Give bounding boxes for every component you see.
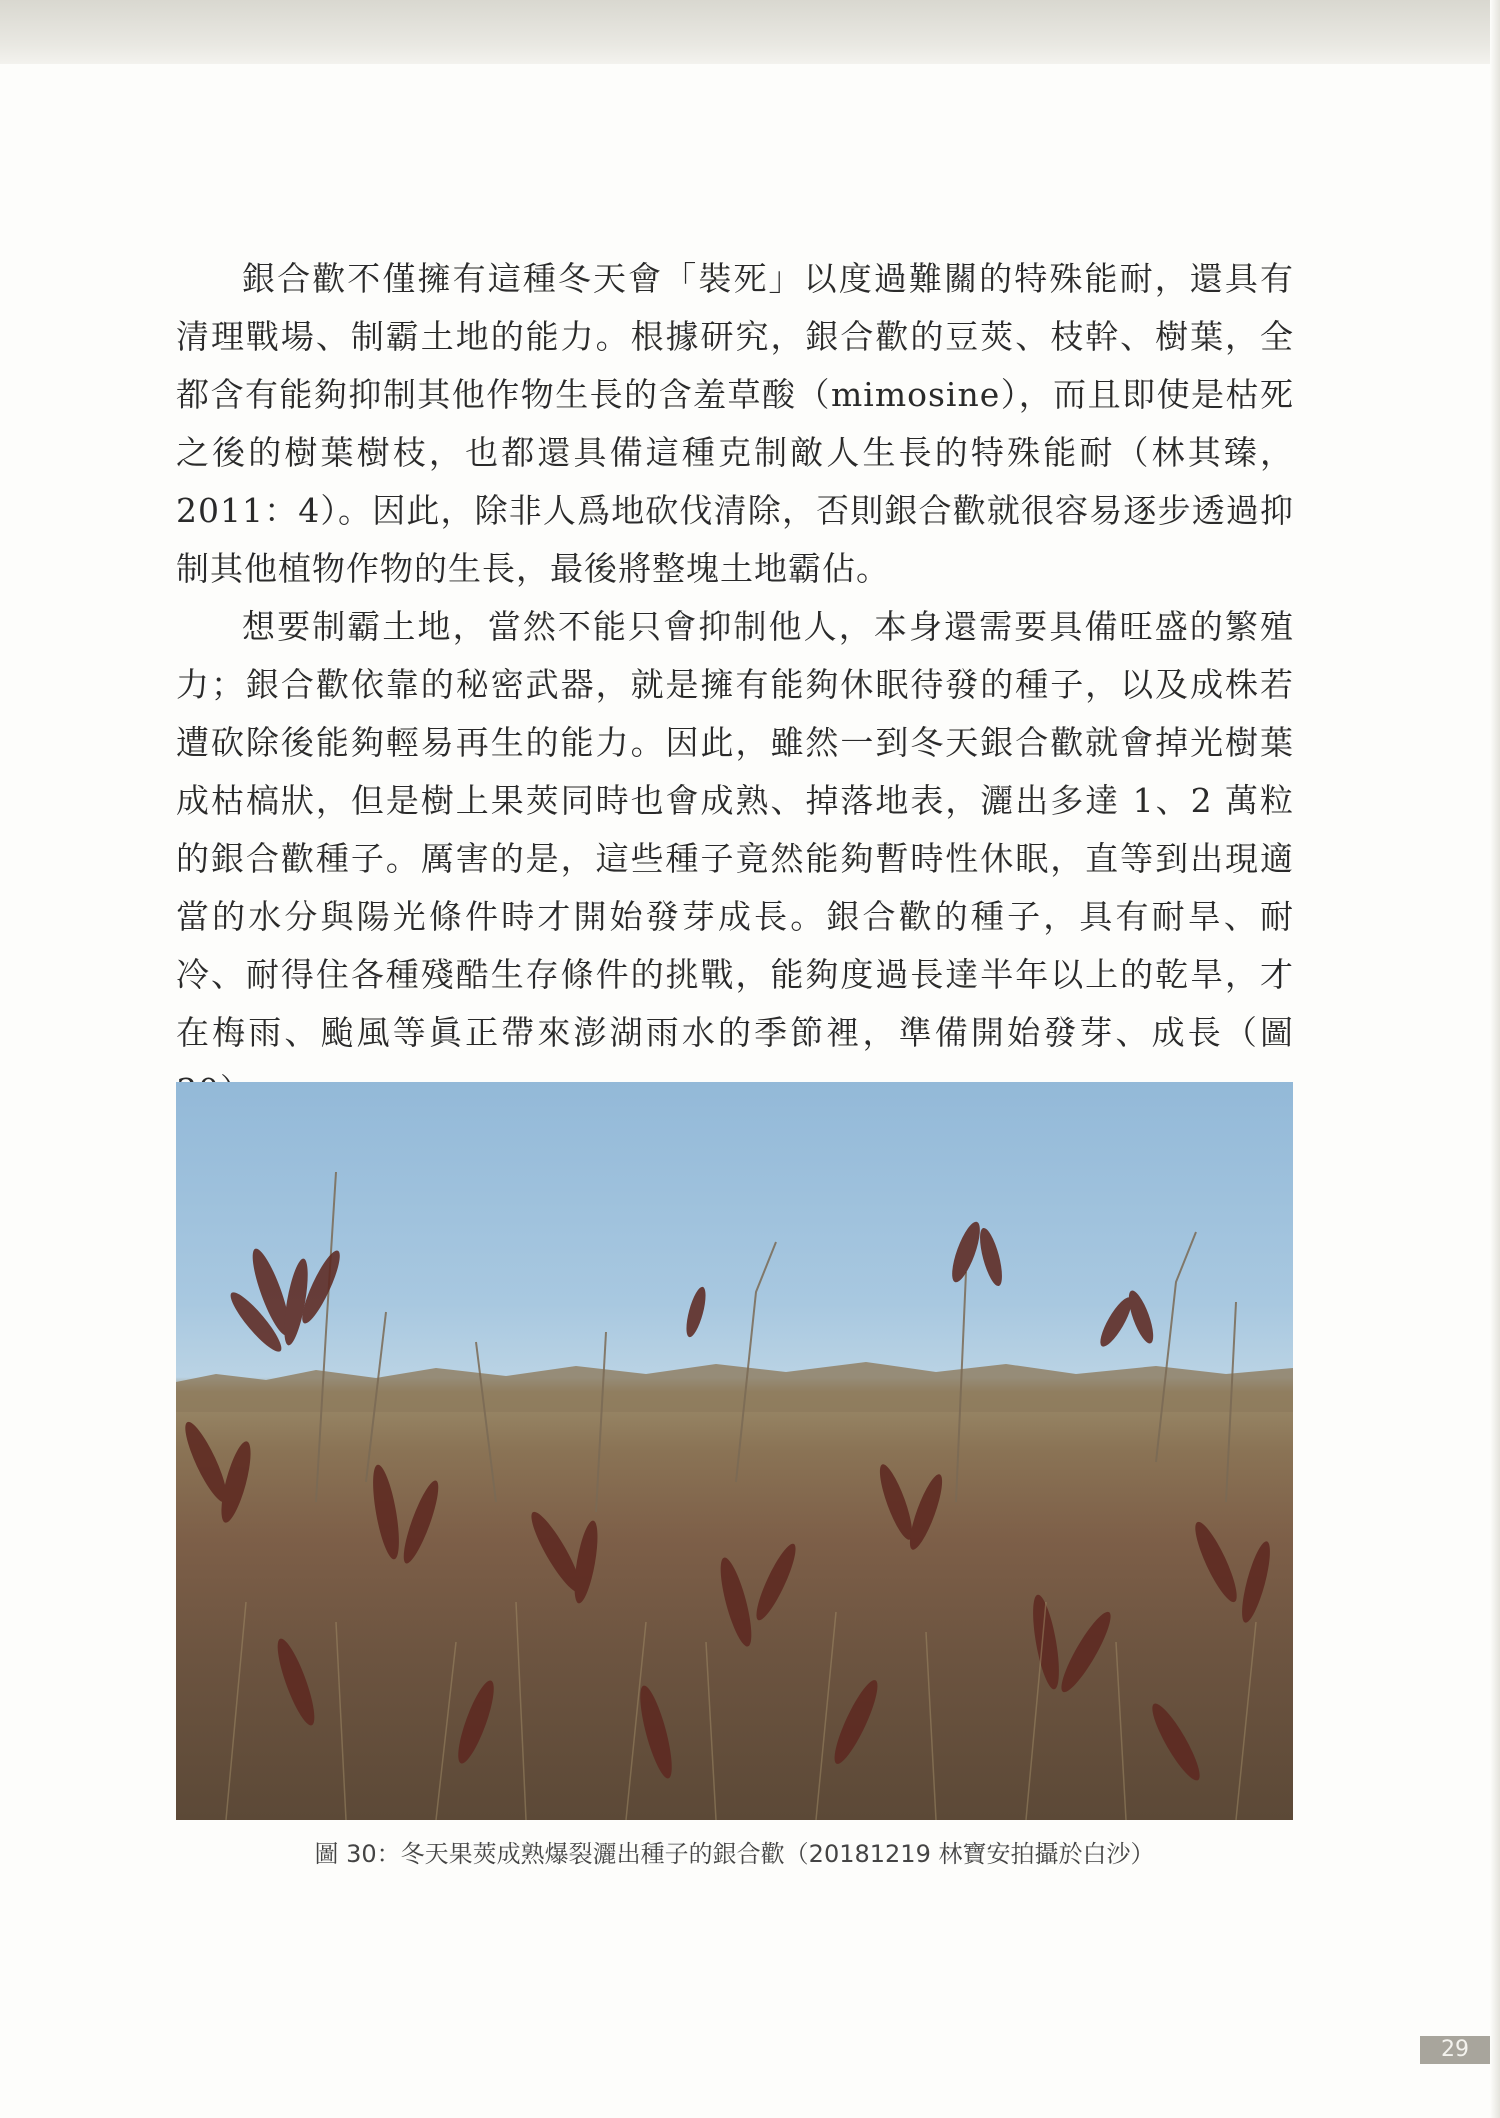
figure-caption: 圖 30：冬天果莢成熟爆裂灑出種子的銀合歡（20181219 林寶安拍攝於白沙） bbox=[314, 1840, 1155, 1868]
body-text bbox=[176, 250, 1294, 1120]
paragraph-2: 想要制霸土地，當然不能只會抑制他人，本身還需要具備旺盛的繁殖力；銀合歡依靠的秘密武器，就是擁有能夠休眠待發的種子，以及成株若遭砍除後能夠輕易再生的能力。因此，雖然一到冬天銀合歡就會掉光樹葉成枯槁狀，但是樹上果莢同時也會成熟、掉落地表，灑出多達 1、2 萬粒的銀合歡種子。厲害的是，這些種子竟然能夠暫時性休眠，直等到出現適當的水分與陽光條件時才開始發芽成長。銀合歡的種子，具有耐旱、耐冷、耐得住各種殘酷生存條件的挑戰，能夠度過長達半年以上的乾旱，才在梅雨、颱風等眞正帶來澎湖雨水的季節裡，準備開始發芽、成長（圖 bbox=[176, 607, 1294, 1052]
scan-edge-right bbox=[1490, 0, 1500, 2118]
photo-illustration bbox=[176, 1082, 1293, 1820]
paragraph-1: 銀合歡不僅擁有這種冬天會「裝死」以度過難關的特殊能耐，還具有清理戰場、制霸土地的能力。根據研究，銀合歡的豆莢、枝幹、樹葉，全都含有能夠抑制其他作物生長的含羞草酸（mimosine），而且即使是枯死之後的樹葉樹枝，也都還具備這種克制敵人生長的特殊能耐（林其臻，2011：4）。因此，除非人爲地砍伐清除，否則銀合歡就很容易逐步透過抑制其他植物作物的生長，最後將整塊土地霸佔。 bbox=[176, 259, 1294, 588]
figure-photo-leucaena bbox=[176, 1082, 1293, 1820]
page-number: 29 bbox=[1420, 2036, 1490, 2064]
scan-edge-top bbox=[0, 0, 1500, 64]
